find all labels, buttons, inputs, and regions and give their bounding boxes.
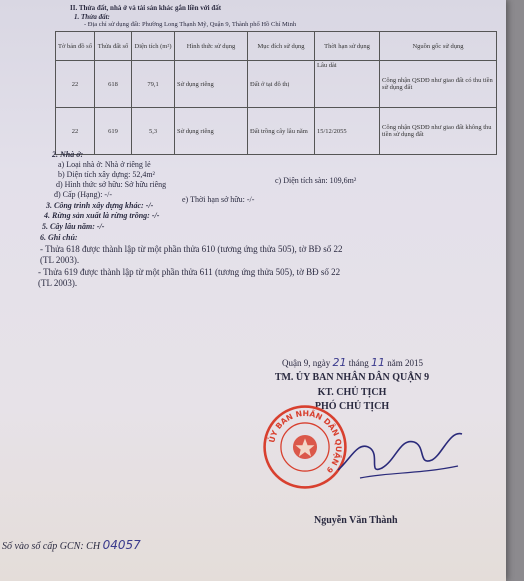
house-grade: đ) Cấp (Hạng): -/-	[54, 190, 112, 199]
date-line	[282, 358, 423, 368]
signing-kt: KT. CHỦ TỊCH	[317, 387, 387, 398]
col-header: Thửa đất số	[95, 32, 132, 61]
note-2: - Thửa 619 được thành lập từ một phần thửa 611 (tương ứng thửa 505), tờ BĐ số 22	[38, 267, 341, 277]
table-cell: Sử dụng riêng	[175, 108, 248, 155]
table-cell: Công nhận QSDĐ như giao đất có thu tiền sử dụng đất	[380, 61, 497, 108]
table-cell: 22	[56, 108, 95, 155]
col-header: Tờ bản đồ số	[56, 32, 95, 61]
table-row	[56, 61, 497, 108]
col-header: Nguồn gốc sử dụng	[380, 32, 497, 61]
house-term: e) Thời hạn sở hữu: -/-	[182, 195, 255, 204]
table-cell: 618	[95, 61, 132, 108]
land-address: - Địa chỉ sử dụng đất: Phường Long Thạnh Mỹ, Quận 9, Thành phố Hồ Chí Minh	[84, 21, 297, 28]
table-cell: 15/12/2055	[315, 108, 380, 155]
table-cell: 22	[56, 61, 95, 108]
col-header: Thời hạn sử dụng	[315, 32, 380, 61]
perennial-note: 5. Cây lâu năm: -/-	[42, 222, 105, 231]
note-2-cont: (TL 2003).	[38, 278, 78, 288]
note-1: - Thửa 618 được thành lập từ một phần thửa 610 (tương ứng thửa 505), tờ BĐ số 22	[40, 244, 343, 254]
table-row	[56, 108, 497, 155]
house-type: a) Loại nhà ở: Nhà ở riêng lẻ	[58, 160, 151, 169]
col-header: Diện tích (m²)	[132, 32, 175, 61]
date-day: 21	[332, 356, 347, 369]
land-parcel-table	[55, 31, 497, 155]
note-1-cont: (TL 2003).	[40, 255, 80, 265]
table-cell: 5,3	[132, 108, 175, 155]
col-header: Hình thức sử dụng	[175, 32, 248, 61]
date-month: 11	[371, 356, 385, 369]
table-cell: Công nhận QSDĐ như giao đất không thu tiền sử dụng đất	[380, 108, 497, 155]
notes-heading: 6. Ghi chú:	[40, 233, 78, 242]
signing-organization: TM. ỦY BAN NHÂN DÂN QUẬN 9	[274, 372, 430, 383]
table-cell: Lâu dài	[315, 61, 380, 108]
svg-text:ỦY BAN NHÂN DÂN QUẬN 9: ỦY BAN NHÂN DÂN QUẬN 9	[267, 408, 344, 475]
date-year: năm 2015	[387, 358, 423, 368]
handwritten-signature-icon	[330, 420, 470, 490]
table-cell: Đất ở tại đô thị	[248, 61, 315, 108]
table-header-row	[56, 32, 497, 61]
land-heading: 1. Thửa đất:	[74, 13, 110, 21]
date-prefix: Quận 9, ngày	[282, 358, 331, 368]
house-built-area: b) Diện tích xây dựng: 52,4m²	[58, 170, 155, 179]
table-cell: 79,1	[132, 61, 175, 108]
table-cell: 619	[95, 108, 132, 155]
house-ownership: d) Hình thức sở hữu: Sở hữu riêng	[56, 180, 167, 189]
signer-name: Nguyễn Văn Thành	[314, 515, 398, 526]
house-floor-area: c) Diện tích sàn: 109,6m²	[275, 176, 357, 185]
signing-title: PHÓ CHỦ TỊCH	[314, 401, 390, 412]
col-header: Mục đích sử dụng	[248, 32, 315, 61]
section-heading: II. Thửa đất, nhà ở và tài sản khác gắn liền với đất	[70, 4, 222, 12]
table-cell: Sử dụng riêng	[175, 61, 248, 108]
registry-label: Số vào sổ cấp GCN: CH	[2, 541, 101, 552]
date-month-label: tháng	[348, 358, 369, 368]
table-cell: Đất trồng cây lâu năm	[248, 108, 315, 155]
registry-value: 04057	[102, 538, 141, 552]
house-heading: 2. Nhà ở:	[52, 150, 84, 159]
registry-number	[2, 540, 141, 552]
forest-note: 4. Rừng sản xuất là rừng trồng: -/-	[44, 211, 160, 220]
other-construction: 3. Công trình xây dựng khác: -/-	[46, 201, 154, 210]
